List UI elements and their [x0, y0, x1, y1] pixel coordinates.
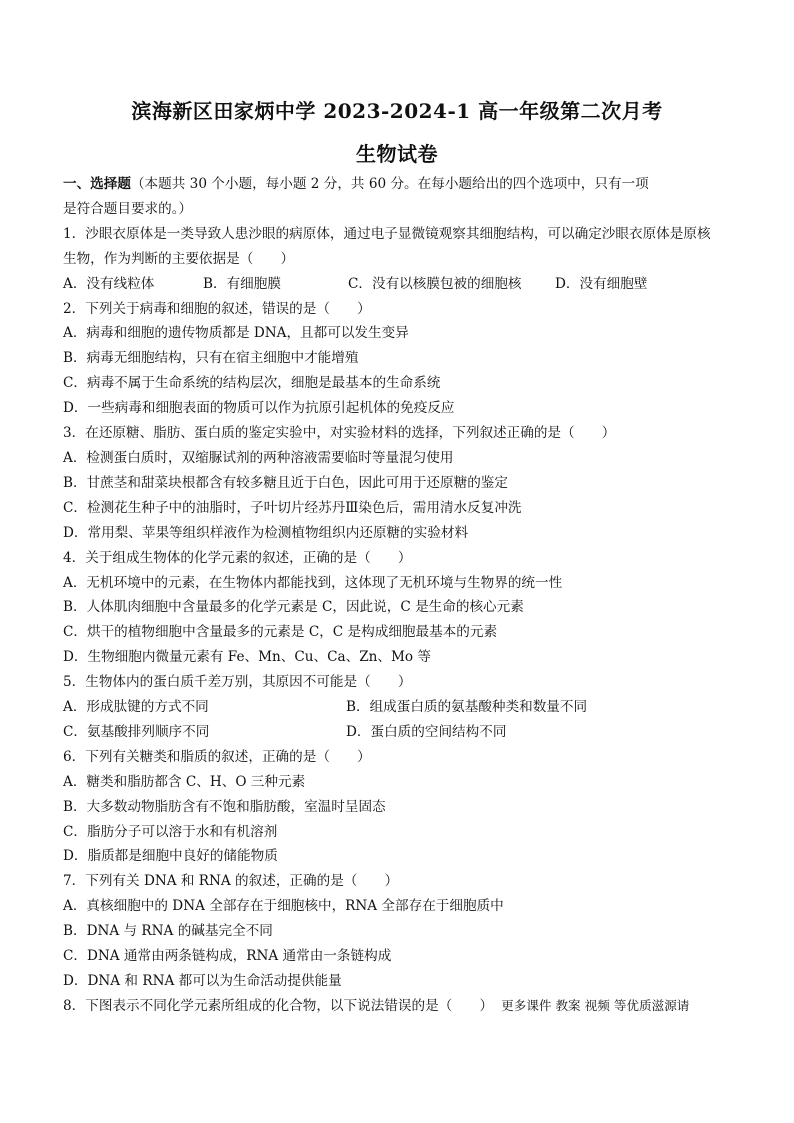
- question-4-option-b: B．人体肌肉细胞中含量最多的化学元素是 C，因此说，C 是生命的核心元素: [63, 599, 524, 616]
- question-2-option-b: B．病毒无细胞结构，只有在宿主细胞中才能增殖: [63, 350, 359, 367]
- question-5-option-d: D．蛋白质的空间结构不同: [346, 723, 507, 740]
- question-1-stem-cont: 生物，作为判断的主要依据是（ ）: [63, 250, 295, 267]
- exam-title: 滨海新区田家炳中学 2023-2024-1 高一年级第二次月考: [131, 99, 663, 123]
- exam-subtitle: 生物试卷: [356, 142, 438, 166]
- question-2-option-c: C．病毒不属于生命系统的结构层次，细胞是最基本的生命系统: [63, 375, 441, 392]
- question-5-stem: 5．生物体内的蛋白质千差万别，其原因不可能是（ ）: [63, 674, 412, 691]
- question-3-option-d: D．常用梨、苹果等组织样液作为检测植物组织内还原糖的实验材料: [63, 524, 469, 541]
- question-6-option-c: C．脂肪分子可以溶于水和有机溶剂: [63, 823, 278, 840]
- question-7-stem: 7．下列有关 DNA 和 RNA 的叙述，正确的是（ ）: [63, 873, 399, 890]
- section-instructions-cont: 是符合题目要求的。）: [63, 200, 193, 217]
- question-1-options: [63, 272, 731, 297]
- question-6-option-b: B．大多数动物脂肪含有不饱和脂肪酸，室温时呈固态: [63, 798, 386, 815]
- question-4-option-a: A．无机环境中的元素，在生物体内都能找到，这体现了无机环境与生物界的统一性: [63, 574, 563, 591]
- question-2-option-a: A．病毒和细胞的遗传物质都是 DNA，且都可以发生变异: [63, 325, 409, 342]
- section-title: 一、选择题: [63, 176, 131, 192]
- question-7-option-d: D．DNA 和 RNA 都可以为生命活动提供能量: [63, 973, 342, 989]
- question-1-option-a: A．没有线粒体: [63, 275, 155, 292]
- question-6-option-d: D．脂质都是细胞中良好的储能物质: [63, 848, 278, 865]
- question-3-option-b: B．甘蔗茎和甜菜块根都含有较多糖且近于白色，因此可用于还原糖的鉴定: [63, 474, 508, 491]
- question-8-stem: 8．下图表示不同化学元素所组成的化合物，以下说法错误的是（ ）: [63, 997, 494, 1014]
- question-2-option-d: D．一些病毒和细胞表面的物质可以作为抗原引起机体的免疫反应: [63, 400, 455, 417]
- question-5-option-b: B．组成蛋白质的氨基酸种类和数量不同: [346, 699, 588, 716]
- question-1-option-b: B．有细胞膜: [203, 275, 281, 292]
- question-1-stem: 1．沙眼衣原体是一类导致人患沙眼的病原体，通过电子显微镜观察其细胞结构，可以确定沙眼衣原体是原核: [63, 225, 711, 242]
- exam-content: [63, 172, 731, 1019]
- question-3-option-a: A．检测蛋白质时，双缩脲试剂的两种溶液需要临时等量混匀使用: [63, 449, 454, 466]
- question-1-option-d: D．没有细胞壁: [555, 275, 648, 292]
- question-1-option-c: C．没有以核膜包被的细胞核: [348, 275, 522, 292]
- question-7-option-c: C．DNA 通常由两条链构成，RNA 通常由一条链构成: [63, 948, 392, 965]
- question-5-options-row1: [63, 695, 731, 720]
- question-5-option-c: C．氨基酸排列顺序不同: [63, 723, 210, 740]
- question-5-options-row2: [63, 720, 731, 745]
- question-4-stem: 4．关于组成生物体的化学元素的叙述，正确的是（ ）: [63, 549, 412, 566]
- question-6-option-a: A．糖类和脂肪都含 C、H、O 三种元素: [63, 773, 306, 790]
- question-7-option-a: A．真核细胞中的 DNA 全部存在于细胞核中，RNA 全部存在于细胞质中: [63, 898, 504, 915]
- question-3-option-c: C．检测花生种子中的油脂时，子叶切片经苏丹Ⅲ染色后，需用清水反复冲洗: [63, 499, 522, 516]
- promo-note: 更多课件 教案 视频 等优质滋源请: [501, 997, 690, 1013]
- section-instructions: （本题共 30 个小题，每小题 2 分，共 60 分。在每小题给出的四个选项中，只有一项: [130, 176, 649, 192]
- question-3-stem: 3．在还原糖、脂肪、蛋白质的鉴定实验中，对实验材料的选择，下列叙述正确的是（ ）: [63, 425, 616, 442]
- question-7-option-b: B．DNA 与 RNA 的碱基完全不同: [63, 923, 273, 940]
- question-4-option-c: C．烘干的植物细胞中含量最多的元素是 C，C 是构成细胞最基本的元素: [63, 624, 498, 641]
- question-4-option-d: D．生物细胞内微量元素有 Fe、Mn、Cu、Ca、Zn、Mo 等: [63, 649, 432, 666]
- question-2-stem: 2．下列关于病毒和细胞的叙述，错误的是（ ）: [63, 300, 371, 317]
- question-8-line: [63, 994, 731, 1019]
- question-5-option-a: A．形成肽键的方式不同: [63, 699, 209, 716]
- section-heading: [63, 172, 731, 197]
- question-6-stem: 6．下列有关糖类和脂质的叙述，正确的是（ ）: [63, 748, 371, 765]
